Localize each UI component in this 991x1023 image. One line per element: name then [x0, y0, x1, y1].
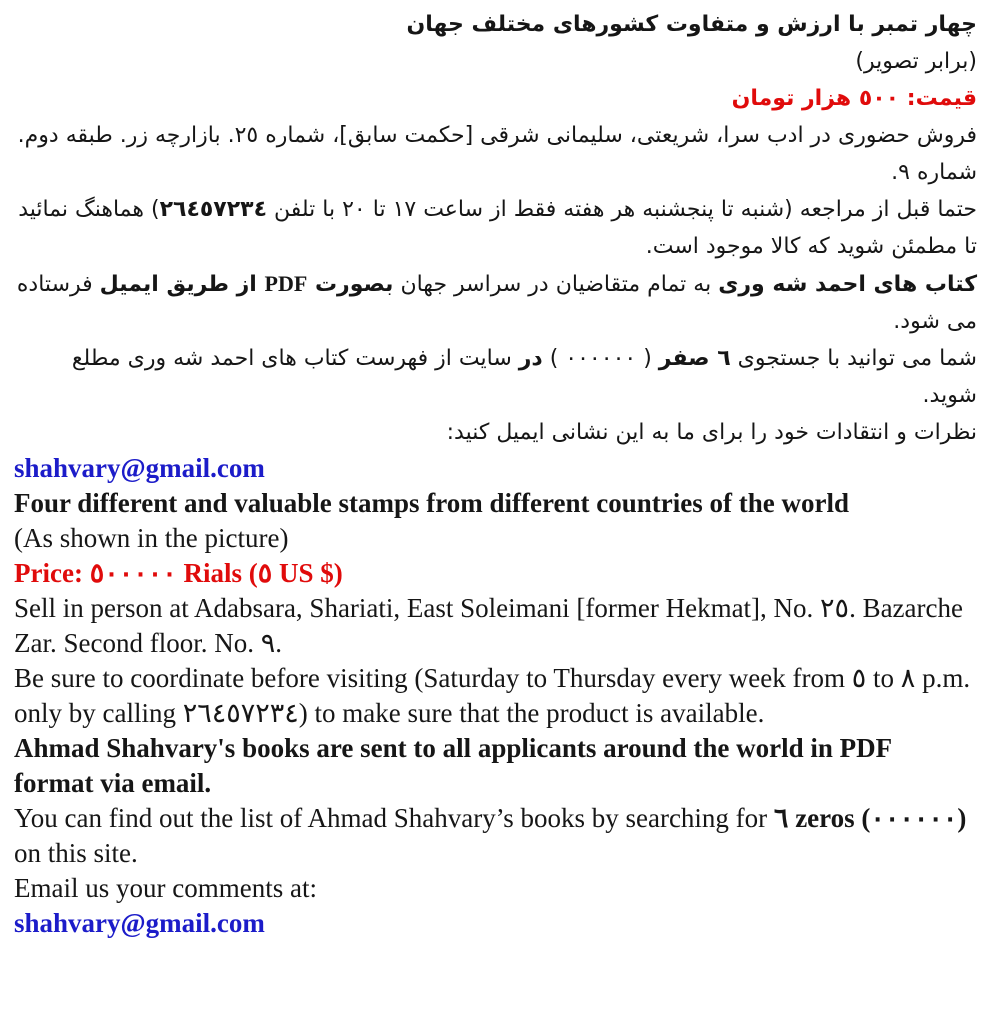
en-address: [14, 591, 977, 661]
en-search-note: [14, 801, 977, 871]
text-run: ) هماهنگ نمائید تا مطمئن شوید که کالا موجود است.: [18, 197, 977, 259]
text-run: (As shown in the picture): [14, 523, 289, 553]
text-run: شما می توانید با جستجوی: [730, 346, 977, 371]
en-title: [14, 486, 977, 521]
text-run: ٢٦٤٥٧٢٣٤: [159, 197, 268, 222]
text-run: You can find out the list of Ahmad Shahvary’s books by searching for: [14, 803, 774, 833]
text-run: Ahmad Shahvary's books are sent to all applicants around the world in PDF format via email.: [14, 733, 892, 798]
fa-visit-note: [14, 191, 977, 265]
fa-price: [14, 80, 977, 117]
email-link[interactable]: shahvary@gmail.com: [14, 908, 265, 938]
text-run: چهار تمبر با ارزش و متفاوت کشورهای مختلف جهان: [406, 12, 977, 37]
text-run: سایت از فهرست کتاب های احمد شه وری مطلع شوید.: [71, 346, 977, 408]
en-price: [14, 556, 977, 591]
text-run: از طریق ایمیل: [99, 272, 265, 297]
email-top: [14, 451, 977, 486]
fa-search-note: [14, 340, 977, 414]
text-run: Four different and valuable stamps from different countries of the world: [14, 488, 849, 518]
text-run: فروش حضوری در ادب سرا، شریعتی، سلیمانی شرقی [حکمت سابق]، شماره ٢٥. بازارچه زر. طبقه دوم. شماره ٩.: [17, 123, 977, 185]
text-run: on this site.: [14, 838, 138, 868]
text-run: نظرات و انتقادات خود را برای ما به این نشانی ایمیل کنید:: [446, 420, 977, 445]
text-run: حتما قبل از مراجعه (شنبه تا پنجشنبه هر هفته فقط از ساعت ١٧ تا ٢٠ با تلفن: [267, 197, 977, 222]
text-run: Price: ٥٠٠٠٠٠ Rials (٥ US $): [14, 558, 343, 588]
en-books-note: [14, 731, 977, 801]
text-run: ٦ zeros (٠٠٠٠٠٠): [773, 803, 967, 833]
text-run: ( ٠٠٠٠٠٠ ): [542, 346, 659, 371]
text-run: به تمام متقاضیان در سراسر جهان: [393, 272, 719, 297]
text-run: قیمت: ٥٠٠ هزار تومان: [731, 86, 977, 111]
en-comments-note: [14, 871, 977, 906]
text-run: در: [518, 346, 543, 371]
email-bottom: [14, 906, 977, 941]
text-run: ٦ صفر: [658, 346, 731, 371]
text-run: بصورت: [307, 272, 394, 297]
text-run: Sell in person at Adabsara, Shariati, East Soleimani [former Hekmat], No. ٢٥. Bazarche Zar. Second floor. No. ٩.: [14, 593, 963, 658]
fa-books-note: [14, 265, 977, 340]
text-run: Be sure to coordinate before visiting (Saturday to Thursday every week from ٥ to ٨ p.m. only by calling ٢٦٤٥٧٢٣٤) to make sure that the product is available.: [14, 663, 971, 728]
text-run: فرستاده می شود.: [16, 272, 977, 334]
fa-picture-note: [14, 43, 977, 80]
text-run: Email us your comments at:: [14, 873, 317, 903]
text-run: کتاب های احمد شه وری: [718, 272, 977, 297]
fa-title: [14, 6, 977, 43]
en-visit-note: [14, 661, 977, 731]
text-run: PDF: [264, 271, 308, 296]
fa-comments-note: [14, 414, 977, 451]
fa-address: [14, 117, 977, 191]
text-run: (برابر تصویر): [855, 49, 977, 74]
email-link[interactable]: shahvary@gmail.com: [14, 453, 265, 483]
en-picture-note: [14, 521, 977, 556]
